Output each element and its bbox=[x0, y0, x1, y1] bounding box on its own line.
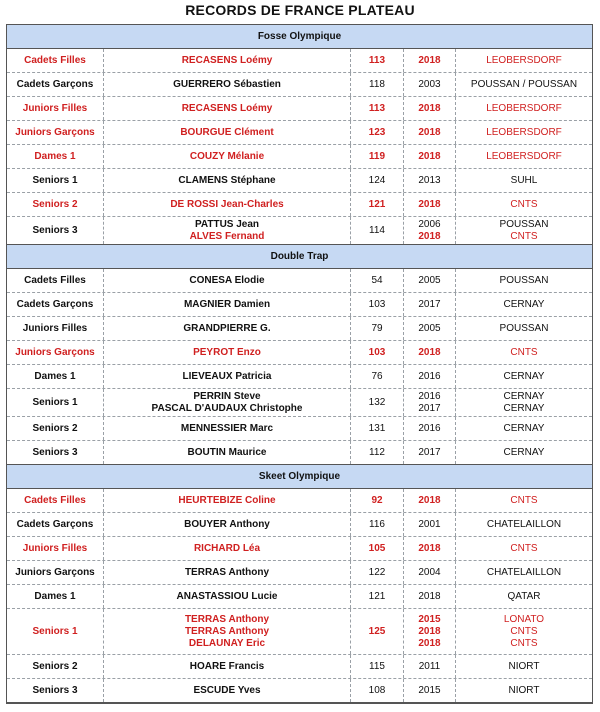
record-year: 2018 bbox=[418, 102, 441, 114]
records-table bbox=[6, 24, 593, 704]
table-row bbox=[7, 441, 592, 465]
record-year: 2015 bbox=[418, 613, 441, 625]
record-year: 2015 bbox=[418, 684, 441, 696]
category-cell: Seniors 1 bbox=[7, 389, 104, 416]
athlete-name: GRANDPIERRE G. bbox=[183, 322, 271, 334]
category-cell: Seniors 3 bbox=[7, 679, 104, 702]
record-place: CNTS bbox=[510, 637, 538, 649]
name-cell bbox=[104, 145, 351, 168]
category-cell: Seniors 2 bbox=[7, 193, 104, 216]
name-cell bbox=[104, 679, 351, 702]
name-cell bbox=[104, 293, 351, 316]
athlete-name: LIEVEAUX Patricia bbox=[182, 370, 272, 382]
athlete-name: HEURTEBIZE Coline bbox=[178, 494, 276, 506]
record-place: CERNAY bbox=[503, 422, 545, 434]
year-cell bbox=[404, 365, 456, 388]
record-place: CHATELAILLON bbox=[486, 518, 562, 530]
year-cell bbox=[404, 97, 456, 120]
year-cell bbox=[404, 145, 456, 168]
year-cell bbox=[404, 49, 456, 72]
category-cell: Seniors 2 bbox=[7, 417, 104, 440]
score-cell: 92 bbox=[351, 489, 404, 512]
record-year: 2018 bbox=[418, 637, 441, 649]
record-year: 2018 bbox=[418, 346, 441, 358]
score-cell: 115 bbox=[351, 655, 404, 678]
record-place: SUHL bbox=[510, 174, 538, 186]
record-place: CERNAY bbox=[503, 390, 545, 402]
score-cell: 125 bbox=[351, 609, 404, 654]
place-cell bbox=[456, 489, 592, 512]
athlete-name: CONESA Elodie bbox=[189, 274, 265, 286]
record-year: 2018 bbox=[418, 590, 441, 602]
name-cell bbox=[104, 537, 351, 560]
table-row bbox=[7, 489, 592, 513]
category-cell: Juniors Garçons bbox=[7, 561, 104, 584]
year-cell bbox=[404, 513, 456, 536]
name-cell bbox=[104, 169, 351, 192]
score-cell: 103 bbox=[351, 293, 404, 316]
category-cell: Seniors 3 bbox=[7, 217, 104, 244]
category-cell: Dames 1 bbox=[7, 365, 104, 388]
year-cell bbox=[404, 169, 456, 192]
score-cell: 132 bbox=[351, 389, 404, 416]
record-place: LEOBERSDORF bbox=[486, 126, 562, 138]
year-cell bbox=[404, 73, 456, 96]
year-cell bbox=[404, 537, 456, 560]
year-cell bbox=[404, 121, 456, 144]
athlete-name: TERRAS Anthony bbox=[184, 613, 270, 625]
place-cell bbox=[456, 317, 592, 340]
table-row bbox=[7, 365, 592, 389]
athlete-name: RECASENS Loémy bbox=[181, 54, 273, 66]
athlete-name: TERRAS Anthony bbox=[184, 566, 270, 578]
table-row bbox=[7, 585, 592, 609]
name-cell bbox=[104, 97, 351, 120]
place-cell bbox=[456, 389, 592, 416]
year-cell bbox=[404, 441, 456, 464]
table-row bbox=[7, 169, 592, 193]
place-cell bbox=[456, 365, 592, 388]
record-place: NIORT bbox=[508, 684, 540, 696]
record-place: CERNAY bbox=[503, 370, 545, 382]
record-place: CERNAY bbox=[503, 298, 545, 310]
record-year: 2005 bbox=[418, 322, 441, 334]
record-year: 2018 bbox=[418, 230, 441, 242]
record-year: 2016 bbox=[418, 422, 441, 434]
name-cell bbox=[104, 121, 351, 144]
table-row bbox=[7, 269, 592, 293]
name-cell bbox=[104, 389, 351, 416]
athlete-name: ALVES Fernand bbox=[189, 230, 265, 242]
score-cell: 113 bbox=[351, 97, 404, 120]
table-row bbox=[7, 417, 592, 441]
athlete-name: PEYROT Enzo bbox=[193, 346, 261, 358]
record-place: POUSSAN bbox=[499, 322, 549, 334]
score-cell: 118 bbox=[351, 73, 404, 96]
score-cell: 121 bbox=[351, 193, 404, 216]
score-cell: 103 bbox=[351, 341, 404, 364]
year-cell bbox=[404, 389, 456, 416]
table-row bbox=[7, 317, 592, 341]
score-cell: 116 bbox=[351, 513, 404, 536]
name-cell bbox=[104, 441, 351, 464]
score-cell: 122 bbox=[351, 561, 404, 584]
category-cell: Juniors Filles bbox=[7, 97, 104, 120]
year-cell bbox=[404, 655, 456, 678]
year-cell bbox=[404, 489, 456, 512]
athlete-name: MAGNIER Damien bbox=[183, 298, 271, 310]
table-row bbox=[7, 561, 592, 585]
place-cell bbox=[456, 655, 592, 678]
category-cell: Dames 1 bbox=[7, 145, 104, 168]
record-year: 2018 bbox=[418, 198, 441, 210]
table-row bbox=[7, 73, 592, 97]
category-cell: Dames 1 bbox=[7, 585, 104, 608]
place-cell bbox=[456, 585, 592, 608]
name-cell bbox=[104, 317, 351, 340]
category-cell: Cadets Garçons bbox=[7, 513, 104, 536]
score-cell: 114 bbox=[351, 217, 404, 244]
record-year: 2018 bbox=[418, 494, 441, 506]
athlete-name: MENNESSIER Marc bbox=[180, 422, 274, 434]
name-cell bbox=[104, 341, 351, 364]
year-cell bbox=[404, 561, 456, 584]
year-cell bbox=[404, 585, 456, 608]
category-cell: Juniors Filles bbox=[7, 537, 104, 560]
score-cell: 113 bbox=[351, 49, 404, 72]
category-cell: Cadets Filles bbox=[7, 269, 104, 292]
record-place: LEOBERSDORF bbox=[486, 102, 562, 114]
place-cell bbox=[456, 293, 592, 316]
table-row bbox=[7, 341, 592, 365]
athlete-name: TERRAS Anthony bbox=[184, 625, 270, 637]
table-row bbox=[7, 609, 592, 655]
athlete-name: ANASTASSIOU Lucie bbox=[176, 590, 278, 602]
name-cell bbox=[104, 655, 351, 678]
score-cell: 112 bbox=[351, 441, 404, 464]
record-place: CERNAY bbox=[503, 402, 545, 414]
name-cell bbox=[104, 49, 351, 72]
place-cell bbox=[456, 341, 592, 364]
athlete-name: DELAUNAY Eric bbox=[188, 637, 266, 649]
name-cell bbox=[104, 73, 351, 96]
category-cell: Juniors Garçons bbox=[7, 121, 104, 144]
name-cell bbox=[104, 417, 351, 440]
name-cell bbox=[104, 489, 351, 512]
athlete-name: COUZY Mélanie bbox=[189, 150, 265, 162]
record-place: QATAR bbox=[507, 590, 541, 602]
athlete-name: HOARE Francis bbox=[189, 660, 265, 672]
record-year: 2003 bbox=[418, 78, 441, 90]
category-cell: Seniors 3 bbox=[7, 441, 104, 464]
name-cell bbox=[104, 217, 351, 244]
athlete-name: RICHARD Léa bbox=[193, 542, 261, 554]
place-cell bbox=[456, 609, 592, 654]
year-cell bbox=[404, 317, 456, 340]
category-cell: Cadets Garçons bbox=[7, 293, 104, 316]
name-cell bbox=[104, 585, 351, 608]
place-cell bbox=[456, 441, 592, 464]
category-cell: Cadets Filles bbox=[7, 489, 104, 512]
name-cell bbox=[104, 609, 351, 654]
category-cell: Juniors Garçons bbox=[7, 341, 104, 364]
record-year: 2018 bbox=[418, 625, 441, 637]
athlete-name: PATTUS Jean bbox=[194, 218, 260, 230]
table-row bbox=[7, 121, 592, 145]
record-place: LEOBERSDORF bbox=[486, 150, 562, 162]
table-row bbox=[7, 679, 592, 703]
table-row bbox=[7, 293, 592, 317]
table-row bbox=[7, 537, 592, 561]
table-row bbox=[7, 97, 592, 121]
score-cell: 131 bbox=[351, 417, 404, 440]
place-cell bbox=[456, 217, 592, 244]
table-row bbox=[7, 655, 592, 679]
score-cell: 123 bbox=[351, 121, 404, 144]
record-place: LEOBERSDORF bbox=[486, 54, 562, 66]
record-place: NIORT bbox=[508, 660, 540, 672]
name-cell bbox=[104, 561, 351, 584]
place-cell bbox=[456, 49, 592, 72]
athlete-name: GUERRERO Sébastien bbox=[173, 78, 281, 90]
year-cell bbox=[404, 217, 456, 244]
record-place: CNTS bbox=[510, 346, 538, 358]
score-cell: 105 bbox=[351, 537, 404, 560]
record-place: CNTS bbox=[510, 198, 538, 210]
category-cell: Juniors Filles bbox=[7, 317, 104, 340]
record-year: 2005 bbox=[418, 274, 441, 286]
place-cell bbox=[456, 417, 592, 440]
year-cell bbox=[404, 193, 456, 216]
record-year: 2017 bbox=[418, 402, 441, 414]
record-year: 2011 bbox=[418, 660, 441, 672]
year-cell bbox=[404, 679, 456, 702]
place-cell bbox=[456, 537, 592, 560]
place-cell bbox=[456, 73, 592, 96]
record-year: 2013 bbox=[418, 174, 441, 186]
athlete-name: BOUYER Anthony bbox=[184, 518, 270, 530]
record-place: CNTS bbox=[510, 494, 538, 506]
table-row bbox=[7, 217, 592, 245]
score-cell: 79 bbox=[351, 317, 404, 340]
name-cell bbox=[104, 269, 351, 292]
record-year: 2018 bbox=[418, 54, 441, 66]
record-place: POUSSAN / POUSSAN bbox=[470, 78, 578, 90]
place-cell bbox=[456, 121, 592, 144]
place-cell bbox=[456, 513, 592, 536]
place-cell bbox=[456, 169, 592, 192]
record-place: CNTS bbox=[510, 625, 538, 637]
record-place: CNTS bbox=[510, 230, 538, 242]
table-row bbox=[7, 145, 592, 169]
athlete-name: RECASENS Loémy bbox=[181, 102, 273, 114]
record-place: CERNAY bbox=[503, 446, 545, 458]
category-cell: Cadets Garçons bbox=[7, 73, 104, 96]
score-cell: 124 bbox=[351, 169, 404, 192]
place-cell bbox=[456, 193, 592, 216]
record-year: 2001 bbox=[418, 518, 441, 530]
athlete-name: BOURGUE Clément bbox=[180, 126, 274, 138]
record-year: 2016 bbox=[418, 390, 441, 402]
record-year: 2018 bbox=[418, 126, 441, 138]
year-cell bbox=[404, 293, 456, 316]
record-place: CHATELAILLON bbox=[486, 566, 562, 578]
category-cell: Cadets Filles bbox=[7, 49, 104, 72]
athlete-name: PERRIN Steve bbox=[193, 390, 261, 402]
record-year: 2017 bbox=[418, 446, 441, 458]
score-cell: 54 bbox=[351, 269, 404, 292]
athlete-name: DE ROSSI Jean-Charles bbox=[170, 198, 284, 210]
name-cell bbox=[104, 513, 351, 536]
section-header: Double Trap bbox=[7, 245, 592, 269]
table-row bbox=[7, 513, 592, 537]
year-cell bbox=[404, 341, 456, 364]
athlete-name: BOUTIN Maurice bbox=[187, 446, 267, 458]
year-cell bbox=[404, 609, 456, 654]
score-cell: 119 bbox=[351, 145, 404, 168]
section-header: Skeet Olympique bbox=[7, 465, 592, 489]
year-cell bbox=[404, 269, 456, 292]
category-cell: Seniors 1 bbox=[7, 169, 104, 192]
section-header: Fosse Olympique bbox=[7, 25, 592, 49]
record-place: CNTS bbox=[510, 542, 538, 554]
page-title: RECORDS DE FRANCE PLATEAU bbox=[185, 2, 415, 18]
record-year: 2016 bbox=[418, 370, 441, 382]
name-cell bbox=[104, 193, 351, 216]
place-cell bbox=[456, 679, 592, 702]
record-place: POUSSAN bbox=[499, 274, 549, 286]
record-year: 2017 bbox=[418, 298, 441, 310]
record-place: POUSSAN bbox=[499, 218, 549, 230]
record-year: 2018 bbox=[418, 150, 441, 162]
record-year: 2018 bbox=[418, 542, 441, 554]
name-cell bbox=[104, 365, 351, 388]
category-cell: Seniors 1 bbox=[7, 609, 104, 654]
table-row bbox=[7, 193, 592, 217]
place-cell bbox=[456, 145, 592, 168]
record-year: 2004 bbox=[418, 566, 441, 578]
score-cell: 108 bbox=[351, 679, 404, 702]
place-cell bbox=[456, 561, 592, 584]
table-row bbox=[7, 389, 592, 417]
score-cell: 121 bbox=[351, 585, 404, 608]
category-cell: Seniors 2 bbox=[7, 655, 104, 678]
athlete-name: ESCUDE Yves bbox=[193, 684, 261, 696]
record-year: 2006 bbox=[418, 218, 441, 230]
athlete-name: CLAMENS Stéphane bbox=[178, 174, 276, 186]
place-cell bbox=[456, 269, 592, 292]
table-row bbox=[7, 49, 592, 73]
athlete-name: PASCAL D'AUDAUX Christophe bbox=[151, 402, 303, 414]
place-cell bbox=[456, 97, 592, 120]
year-cell bbox=[404, 417, 456, 440]
score-cell: 76 bbox=[351, 365, 404, 388]
record-place: LONATO bbox=[503, 613, 545, 625]
